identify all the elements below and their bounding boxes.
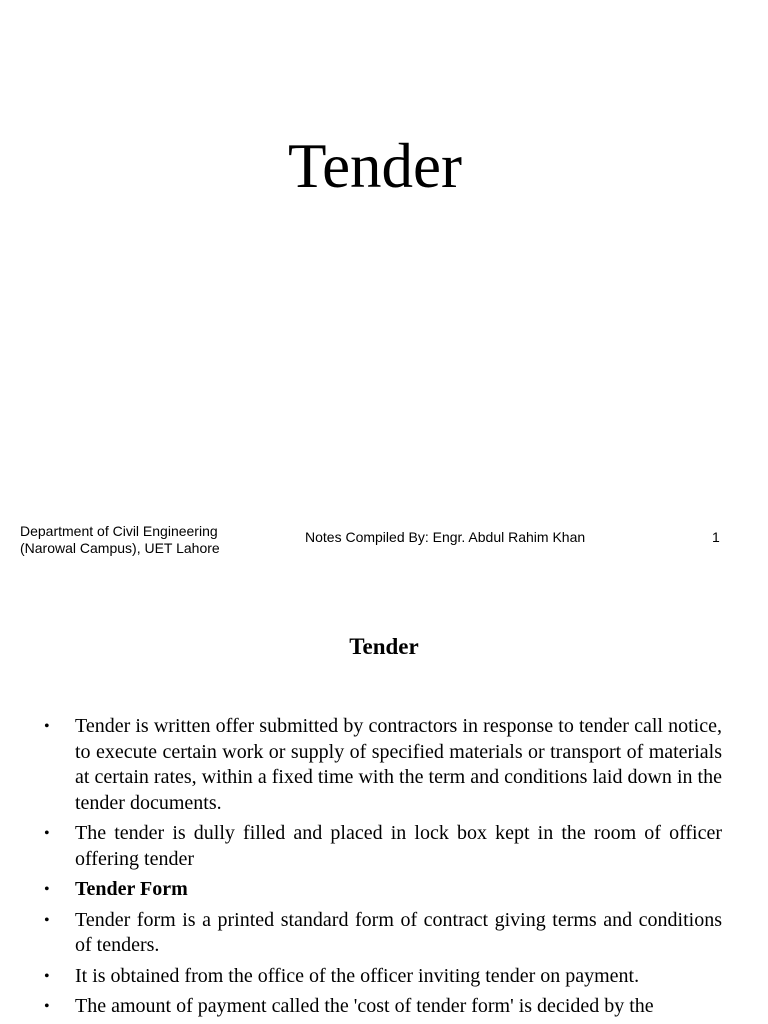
footer-page-number: 1 — [712, 529, 720, 545]
bullet-icon: • — [44, 881, 50, 898]
bullet-text: It is obtained from the office of the officer inviting tender on payment. — [75, 964, 640, 987]
bullet-list — [40, 714, 722, 1024]
bullet-text: Tender Form — [75, 878, 188, 900]
bullet-text: Tender is written offer submitted by contractors in response to tender call notice, to execute certain work or supply of specified materials or transport of materials at certain rates, within a fixed time with the term and conditions laid down in the tender documents. — [75, 715, 722, 814]
section-title: Tender — [349, 634, 419, 659]
footer-compiled-by: Notes Compiled By: Engr. Abdul Rahim Khan — [305, 529, 586, 545]
bullet-icon: • — [44, 998, 50, 1015]
bullet-icon: • — [44, 718, 50, 735]
bullet-icon: • — [44, 825, 50, 842]
bullet-item-heading — [40, 877, 722, 903]
bullet-item — [40, 964, 722, 990]
slide-title: Tender — [288, 131, 462, 201]
footer-department-line2: (Narowal Campus), UET Lahore — [20, 540, 220, 556]
bullet-icon: • — [44, 911, 50, 929]
bullet-item — [40, 821, 722, 872]
footer-department — [20, 523, 220, 557]
bullet-text: The amount of payment called the 'cost of tender form' is decided by the — [75, 995, 654, 1017]
footer-department-line1: Department of Civil Engineering — [20, 523, 218, 539]
bullet-item — [40, 714, 722, 816]
bullet-text: The tender is dully filled and placed in lock box kept in the room of officer offering tender — [75, 822, 722, 870]
bullet-item — [40, 908, 722, 959]
bullet-text: Tender form is a printed standard form of contract giving terms and conditions of tenders. — [75, 908, 722, 956]
bullet-icon: • — [44, 967, 50, 985]
bullet-item — [40, 994, 722, 1020]
